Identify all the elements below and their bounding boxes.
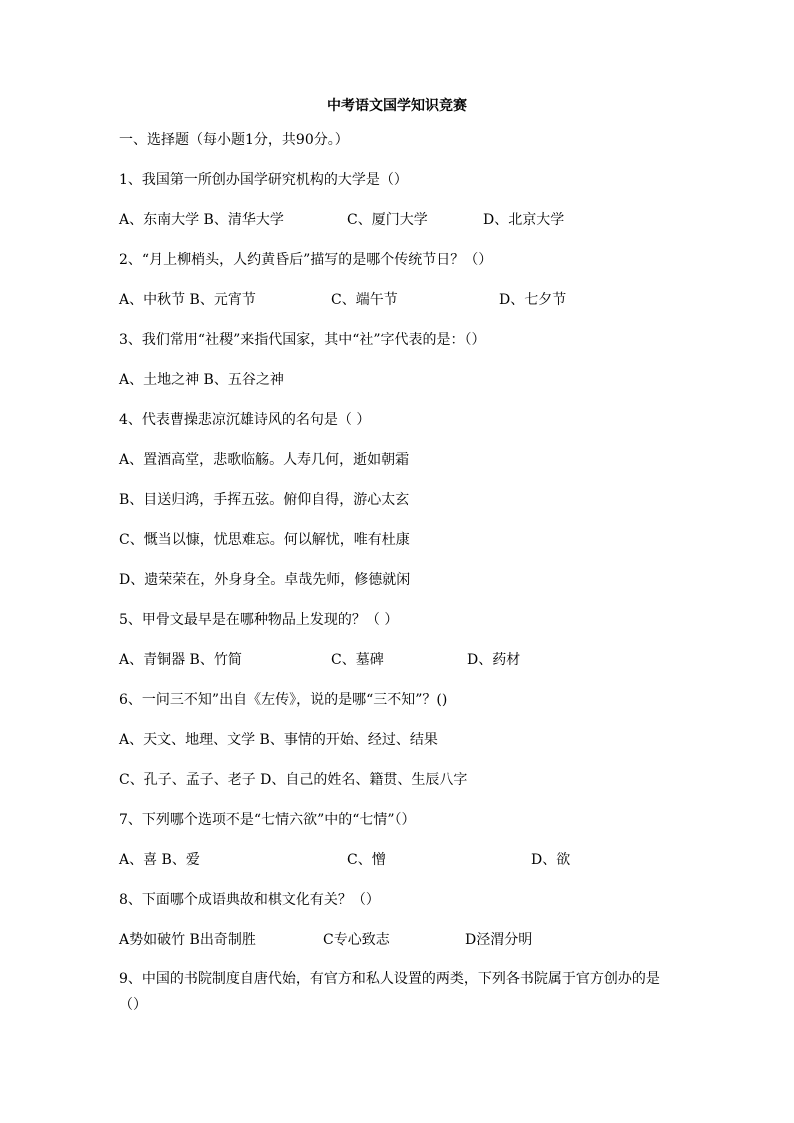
question-1: 1、我国第一所创办国学研究机构的大学是（） bbox=[119, 172, 408, 188]
page-title: 中考语文国学知识竞赛 bbox=[327, 98, 467, 114]
q7-option-c: C、憎 bbox=[347, 852, 386, 868]
q5-option-d: D、药材 bbox=[467, 652, 521, 668]
q4-option-d: D、遗荣荣在，外身身全。卓哉先师，修德就闲 bbox=[119, 572, 411, 588]
q8-option-ab: A势如破竹 B出奇制胜 bbox=[119, 932, 256, 948]
q2-option-c: C、端午节 bbox=[331, 292, 398, 308]
q6-option-ab: A、天文、地理、文学 B、事情的开始、经过、结果 bbox=[119, 732, 438, 748]
question-7: 7、下列哪个选项不是“七情六欲”中的“七情”（） bbox=[119, 812, 416, 828]
question-8: 8、下面哪个成语典故和棋文化有关？（） bbox=[119, 892, 380, 908]
question-9: 9、中国的书院制度自唐代始，有官方和私人设置的两类，下列各书院属于官方创办的是（） bbox=[119, 971, 660, 1013]
q3-option-ab: A、土地之神 B、五谷之神 bbox=[119, 372, 284, 388]
q8-option-d: D泾渭分明 bbox=[465, 932, 533, 948]
q1-option-c: C、厦门大学 bbox=[347, 212, 428, 228]
q7-option-ab: A、喜 B、爱 bbox=[119, 852, 200, 868]
q8-option-c: C专心致志 bbox=[323, 932, 390, 948]
question-6: 6、一问三不知”出自《左传》，说的是哪“三不知”？() bbox=[119, 692, 448, 708]
question-2: 2、“月上柳梢头，人约黄昏后”描写的是哪个传统节日？（） bbox=[119, 252, 493, 268]
question-4: 4、代表曹操悲凉沉雄诗风的名句是（ ） bbox=[119, 412, 371, 428]
q1-option-d: D、北京大学 bbox=[483, 212, 565, 228]
question-3: 3、我们常用“社稷”来指代国家，其中“社”字代表的是：（） bbox=[119, 332, 486, 348]
q2-option-ab: A、中秋节 B、元宵节 bbox=[119, 292, 256, 308]
question-5: 5、甲骨文最早是在哪种物品上发现的？（ ） bbox=[119, 612, 399, 628]
q1-option-ab: A、东南大学 B、清华大学 bbox=[119, 212, 284, 228]
q4-option-c: C、慨当以慷，忧思难忘。何以解忧，唯有杜康 bbox=[119, 532, 410, 548]
q5-option-ab: A、青铜器 B、竹简 bbox=[119, 652, 242, 668]
q7-option-d: D、欲 bbox=[531, 852, 571, 868]
q5-option-c: C、墓碑 bbox=[331, 652, 384, 668]
q2-option-d: D、七夕节 bbox=[499, 292, 567, 308]
q4-option-b: B、目送归鸿，手挥五弦。俯仰自得，游心太玄 bbox=[119, 492, 410, 508]
q6-option-cd: C、孔子、孟子、老子 D、自己的姓名、籍贯、生辰八字 bbox=[119, 772, 468, 788]
section-heading: 一、选择题（每小题1分，共90分。） bbox=[119, 132, 349, 148]
q4-option-a: A、置酒高堂，悲歌临觞。人寿几何，逝如朝霜 bbox=[119, 452, 410, 468]
